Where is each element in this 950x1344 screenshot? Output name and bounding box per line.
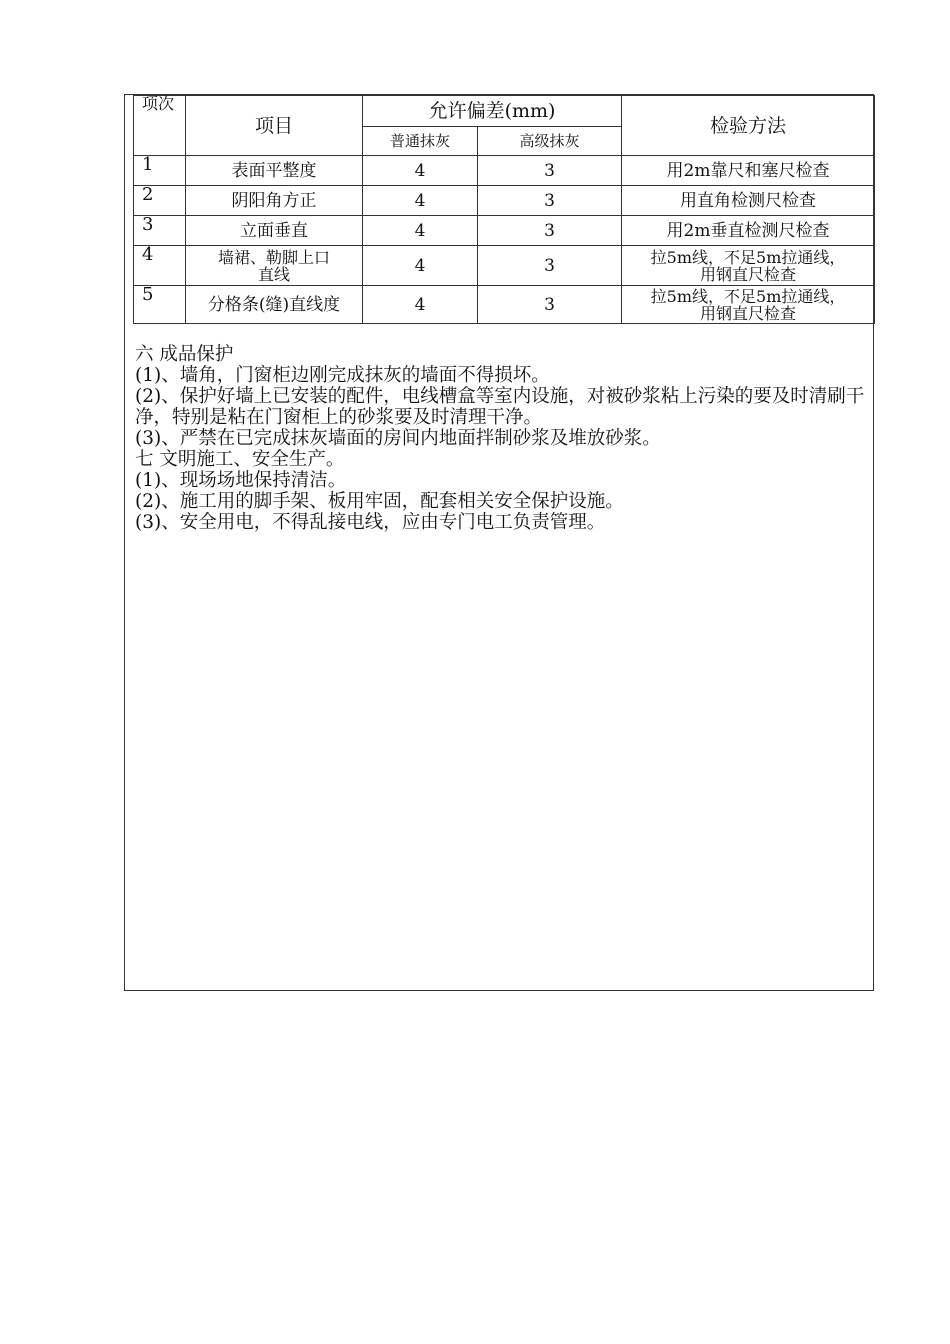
row-no: 4 [134,246,186,286]
row-method [622,246,875,286]
row-no: 3 [134,216,186,246]
row-advanced: 3 [478,156,622,186]
paragraph: (2)、施工用的脚手架、板用牢固，配套相关安全保护设施。 [135,491,624,512]
row-item: 表面平整度 [186,156,363,186]
table-row [134,286,875,324]
row-no: 1 [134,156,186,186]
row-item-line2: 直线 [257,264,290,284]
body-text [135,344,871,533]
row-item: 立面垂直 [186,216,363,246]
header-item-no: 项次 [134,96,186,156]
document-frame [124,94,874,991]
row-advanced: 3 [478,286,622,324]
paragraph: (2)、保护好墙上已安装的配件，电线槽盒等室内设施，对被砂浆粘上污染的要及时清刷干净，特别是粘在门窗柜上的砂浆要及时清理干净。 [135,386,865,428]
row-normal: 4 [363,216,478,246]
row-method: 用2m靠尺和塞尺检查 [622,156,875,186]
table-row [134,246,875,286]
row-method: 用2m垂直检测尺检查 [622,216,875,246]
table-row [134,216,875,246]
row-method-line1: 拉5m线，不足5m拉通线， [650,247,846,267]
row-method-line2: 用钢直尺检查 [700,264,797,284]
section-heading-civilized-construction: 七 文明施工、安全生产。 [135,449,345,470]
row-advanced: 3 [478,246,622,286]
row-advanced: 3 [478,186,622,216]
header-item: 项目 [186,96,363,156]
paragraph: (3)、严禁在已完成抹灰墙面的房间内地面拌制砂浆及堆放砂浆。 [135,428,661,449]
header-normal: 普通抹灰 [363,127,478,156]
table-row [134,186,875,216]
row-method-line1: 拉5m线，不足5m拉通线， [650,286,846,306]
header-tolerance: 允许偏差(mm) [363,96,622,127]
row-normal: 4 [363,186,478,216]
row-no: 2 [134,186,186,216]
row-normal: 4 [363,246,478,286]
row-item [186,246,363,286]
paragraph: (3)、安全用电，不得乱接电线，应由专门电工负责管理。 [135,512,606,533]
paragraph: (1)、现场场地保持清洁。 [135,470,347,491]
row-method-line2: 用钢直尺检查 [700,303,797,323]
section-heading-product-protection: 六 成品保护 [135,344,234,365]
row-method: 用直角检测尺检查 [622,186,875,216]
row-advanced: 3 [478,216,622,246]
table-row [134,156,875,186]
row-item: 分格条(缝)直线度 [186,286,363,324]
row-normal: 4 [363,286,478,324]
header-advanced: 高级抹灰 [478,127,622,156]
header-method: 检验方法 [622,96,875,156]
row-item-line1: 墙裙、勒脚上口 [217,247,330,267]
row-method [622,286,875,324]
table-header-row [134,96,875,127]
tolerance-table [133,95,875,324]
row-item: 阴阳角方正 [186,186,363,216]
row-no: 5 [134,286,186,324]
paragraph: (1)、墙角，门窗柜边刚完成抹灰的墙面不得损坏。 [135,365,550,386]
row-normal: 4 [363,156,478,186]
